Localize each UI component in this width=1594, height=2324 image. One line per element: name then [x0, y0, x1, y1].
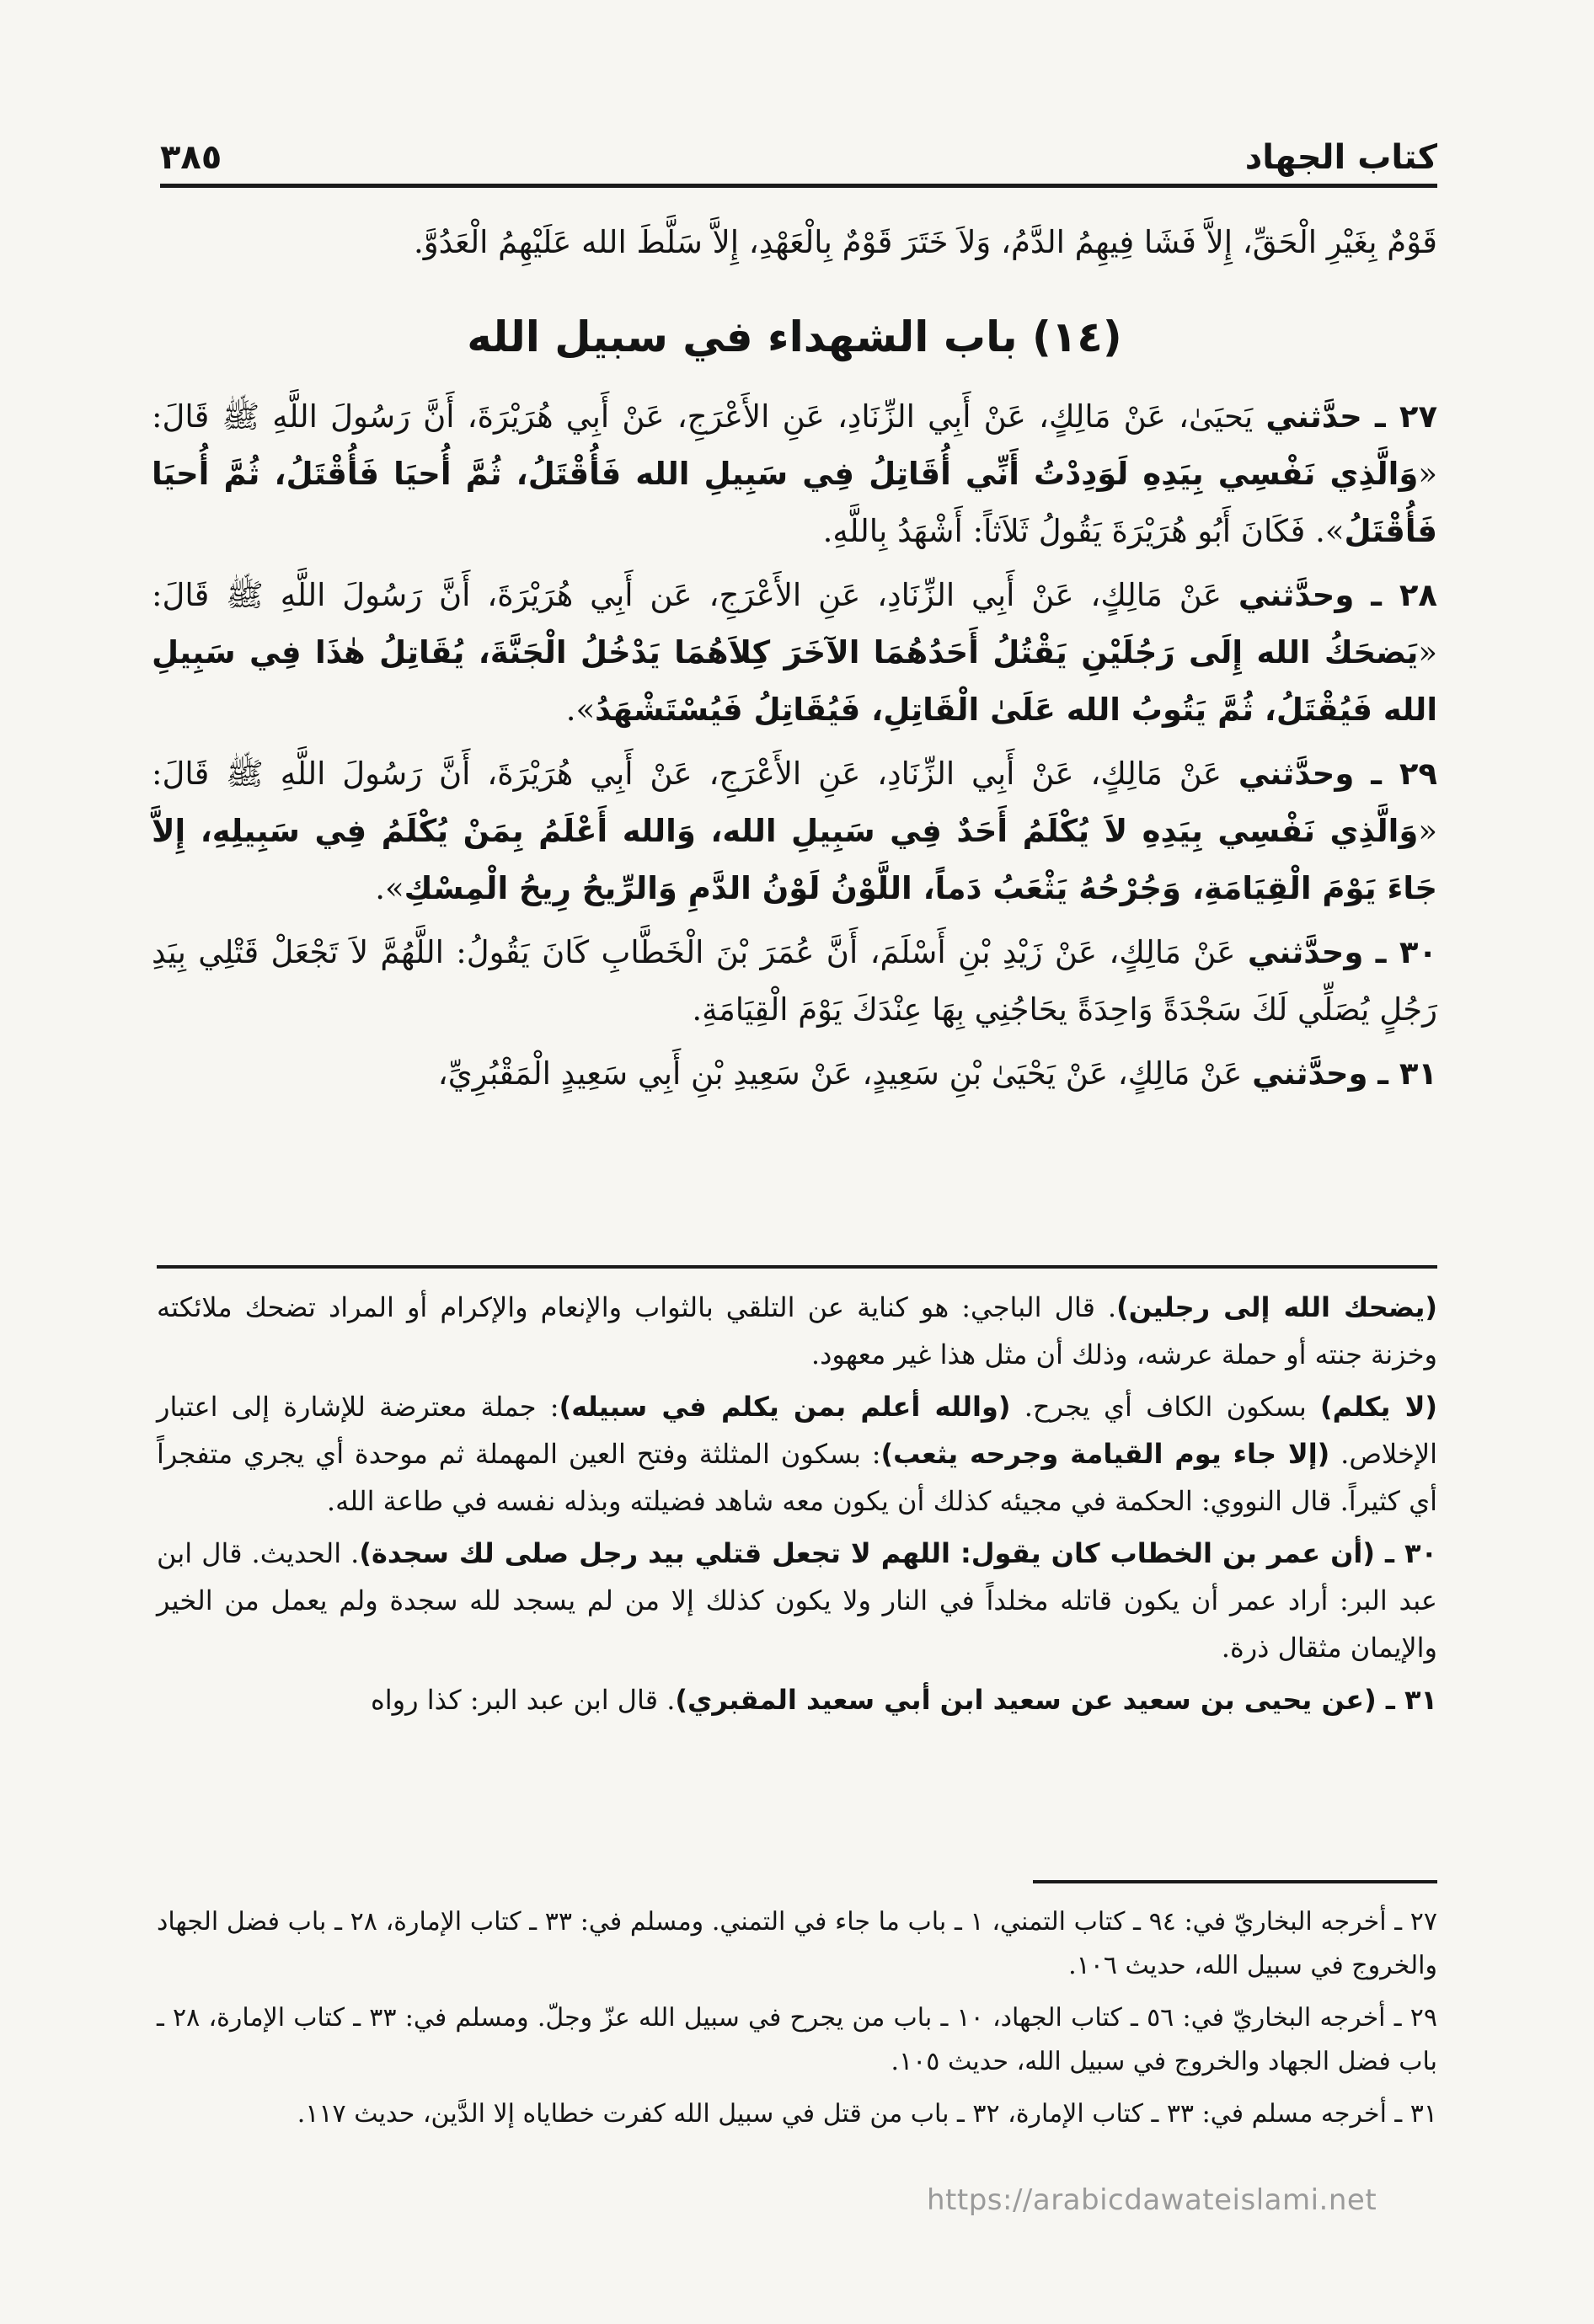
hadith-chain: يَحيَىٰ، عَنْ مَالِكٍ، عَنْ أَبِي الزِّنَادِ، عَنِ الأَعْرَجِ، عَنْ أَبِي هُرَيْرَةَ، أَنَّ رَسُولَ اللَّهِ ﷺ قَالَ: «	[152, 398, 1437, 492]
hadith-chain: عَنْ مَالِكٍ، عَنْ أَبِي الزِّنَادِ، عَنِ الأَعْرَجِ، عَنْ أَبِي هُرَيْرَةَ، أَنَّ رَسُولَ اللَّهِ ﷺ قَالَ: «	[152, 756, 1437, 849]
hadith-number: ٣٠ ـ	[1375, 934, 1437, 970]
hadith-ending: ».	[375, 870, 404, 906]
commentary-lemma: (يضحك الله إلى رجلين)	[1116, 1291, 1438, 1323]
hadith-paragraph	[152, 745, 1437, 917]
commentary-text: . الحديث. قال ابن عبد البر: أراد عمر أن يكون قاتله مخلداً في النار ولا يكون كذلك إلا من لم يسجد لله سجدة ولم يعمل من الخير والإيمان مثقال ذرة.	[157, 1537, 1437, 1664]
hadith-intro: وحدَّثني	[1252, 1055, 1368, 1092]
hadith-text: عَنْ مَالِكٍ، عَنْ زَيْدِ بْنِ أَسْلَمَ، أَنَّ عُمَرَ بْنَ الْخَطَّابِ كَانَ يَقُولُ: اللَّهُمَّ لاَ تَجْعَلْ قَتْلِي بِيَدِ رَجُلٍ يُصَلِّي لَكَ سَجْدَةً وَاحِدَةً يحَاجُنِي بِهَا عِنْدَكَ يَوْمَ الْقِيَامَةِ.	[152, 934, 1437, 1028]
commentary-text: : بسكون المثلثة وفتح العين المهملة ثم موحدة أي يجري متفجراً أي كثيراً. قال النووي: الحكمة في مجيئه كذلك أن يكون معه شاهد فضيلته وبذله نفسه في طاعة الله.	[157, 1438, 1437, 1517]
commentary-paragraph	[157, 1676, 1437, 1723]
commentary-paragraph	[157, 1530, 1437, 1671]
hadith-paragraph	[152, 567, 1437, 739]
commentary-lemma: (إلا جاء يوم القيامة وجرحه يثعب)	[880, 1438, 1330, 1470]
commentary-text: . قال ابن عبد البر: كذا رواه	[371, 1684, 676, 1716]
hadith-quote: وَالَّذِي نَفْسِي بِيَدِهِ لَوَدِدْتُ أَنِّي أُقَاتِلُ فِي سَبِيلِ الله فَأُقْتَلُ، ثُمَّ أُحيَا فَأُقْتَلُ، ثُمَّ أُحيَا فَأُقْتَلُ	[152, 456, 1437, 549]
hadith-intro: وحدَّثني	[1247, 934, 1364, 970]
hadith-ending: ».	[565, 692, 596, 728]
hadith-quote: وَالَّذِي نَفْسِي بِيَدِهِ لاَ يُكْلَمُ أَحَدٌ فِي سَبِيلِ الله، وَالله أَعْلَمُ بِمَنْ يُكْلَمُ فِي سَبِيلِهِ، إِلاَّ جَاءَ يَوْمَ الْقِيَامَةِ، وَجُرْحُهُ يَثْعَبُ دَماً، اللَّوْنُ لَوْنُ الدَّمِ وَالرِّيحُ رِيحُ الْمِسْكِ	[152, 813, 1437, 906]
footnote: ٢٧ ـ أخرجه البخاريّ في: ٩٤ ـ كتاب التمني، ١ ـ باب ما جاء في التمني. ومسلم في: ٣٣ ـ كتاب الإمارة، ٢٨ ـ باب فضل الجهاد والخروج في سبيل الله، حديث ١٠٦.	[157, 1907, 1437, 1980]
commentary-text: . قال الباجي: هو كناية عن التلقي بالثواب والإنعام والإكرام أو المراد تضحك ملائكته وخزنة جنته أو حملة عرشه، وذلك أن مثل هذا غير معهود.	[157, 1291, 1437, 1370]
main-text	[152, 215, 1437, 1109]
main-separator-rule	[157, 1265, 1437, 1269]
commentary-text: بسكون الكاف أي يجرح.	[1010, 1391, 1320, 1423]
hadith-intro: حدَّثني	[1265, 398, 1362, 435]
commentary-text: : جملة معترضة للإشارة إلى اعتبار الإخلاص.	[157, 1391, 1438, 1470]
footnote: ٣١ ـ أخرجه مسلم في: ٣٣ ـ كتاب الإمارة، ٣٢ ـ باب من قتل في سبيل الله كفرت خطاياه إلا الدَّين، حديث ١١٧.	[297, 2099, 1437, 2129]
hadith-number: ٣١ ـ	[1377, 1055, 1437, 1092]
continuation-line: قَوْمٌ بِغَيْرِ الْحَقِّ، إِلاَّ فَشَا فِيهِمُ الدَّمُ، وَلاَ خَتَرَ قَوْمٌ بِالْعَهْدِ، إِلاَّ سَلَّطَ الله عَلَيْهِمُ الْعَدُوَّ.	[413, 224, 1437, 260]
hadith-ending: ». فَكَانَ أَبُو هُرَيْرَةَ يَقُولُ ثَلاَثاً: أَشْهَدُ بِاللَّهِ.	[822, 513, 1345, 549]
hadith-number: ٢٧ ـ	[1374, 398, 1438, 435]
hadith-paragraph	[152, 1045, 1437, 1103]
footnotes-section	[157, 1900, 1437, 2145]
commentary-paragraph	[157, 1284, 1437, 1378]
watermark-url: https://arabicdawateislami.net	[927, 2183, 1377, 2217]
commentary-lemma: (لا يكلم)	[1319, 1391, 1438, 1423]
footnote: ٢٩ ـ أخرجه البخاريّ في: ٥٦ ـ كتاب الجهاد، ١٠ ـ باب من يجرح في سبيل الله عزّ وجلّ. ومسلم في: ٣٣ ـ كتاب الإمارة، ٢٨ ـ باب فضل الجهاد والخروج في سبيل الله، حديث ١٠٥.	[157, 2003, 1437, 2076]
hadith-chain: عَنْ مَالِكٍ، عَنْ أَبِي الزِّنَادِ، عَنِ الأَعْرَجِ، عَن أَبِي هُرَيْرَةَ، أَنَّ رَسُولَ اللَّهِ ﷺ قَالَ: «	[152, 577, 1437, 670]
hadith-intro: وحدَّثني	[1238, 756, 1355, 792]
chapter-title: (١٤) باب الشهداء في سبيل الله	[467, 313, 1122, 361]
hadith-intro: وحدَّثني	[1238, 577, 1355, 613]
hadith-number: ٢٩ ـ	[1371, 756, 1438, 792]
commentary-lemma: ٣١ ـ (عن يحيى بن سعيد عن سعيد ابن أبي سعيد المقبري)	[675, 1684, 1437, 1716]
commentary-lemma: ٣٠ ـ (أن عمر بن الخطاب كان يقول: اللهم لا تجعل قتلي بيد رجل صلى لك سجدة)	[359, 1537, 1438, 1569]
commentary-lemma: (والله أعلم بمن يكلم في سبيله)	[559, 1391, 1011, 1423]
footnote-separator-rule	[1033, 1880, 1437, 1883]
hadith-quote: يَضحَكُ الله إِلَى رَجُلَيْنِ يَقْتُلُ أَحَدُهُمَا الآخَرَ كِلاَهُمَا يَدْخُلُ الْجَنَّةَ، يُقَاتِلُ هٰذَا فِي سَبِيلِ الله فَيُقْتَلُ، ثُمَّ يَتُوبُ الله عَلَىٰ الْقَاتِلِ، فَيُقَاتِلُ فَيُسْتَشْهَدُ	[152, 634, 1437, 728]
commentary-section	[157, 1284, 1437, 1728]
commentary-paragraph	[157, 1383, 1437, 1525]
hadith-number: ٢٨ ـ	[1371, 577, 1438, 613]
hadith-text: عَنْ مَالِكٍ، عَنْ يَحْيَىٰ بْنِ سَعِيدٍ، عَنْ سَعِيدِ بْنِ أَبِي سَعِيدٍ الْمَقْبُرِيِّ،	[437, 1055, 1243, 1092]
hadith-paragraph	[152, 924, 1437, 1039]
page-number: ٣٨٥	[160, 138, 222, 177]
book-title: كتاب الجهاد	[1244, 138, 1437, 177]
running-head	[160, 118, 1437, 188]
hadith-paragraph	[152, 388, 1437, 560]
